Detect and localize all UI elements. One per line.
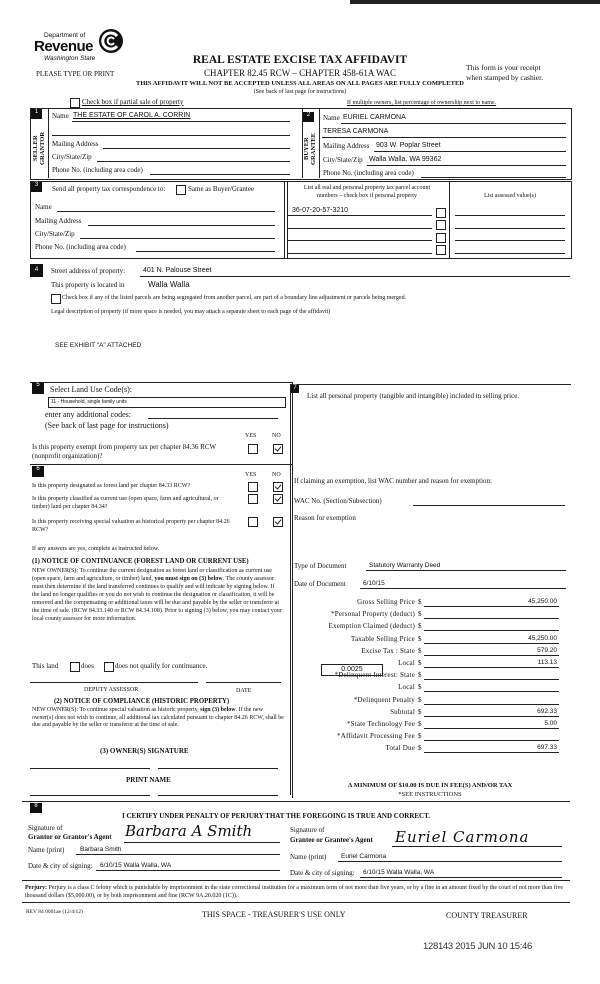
grantor-name-label: Name (print)	[28, 846, 65, 854]
exempt-yes-header: YES	[245, 433, 257, 439]
buyer-name-field[interactable]: EURIEL CARMONA	[343, 114, 406, 121]
segregated-checkbox[interactable]	[51, 294, 61, 304]
amount-value[interactable]: 692.33	[537, 707, 557, 715]
doc-type-field[interactable]: Statutory Warranty Deed	[369, 562, 441, 569]
perjury-notice	[25, 884, 570, 900]
seller-name-field[interactable]: THE ESTATE OF CAROL A. CORRIN	[73, 112, 191, 119]
amount-line	[424, 679, 559, 680]
historic-yes-checkbox[interactable]	[248, 517, 258, 527]
scan-edge-bar	[350, 0, 600, 4]
buyer-city-line	[367, 165, 566, 166]
current-use-yes-checkbox[interactable]	[248, 494, 258, 504]
legal-description-label: Legal description of property (if more space is needed, you may attach a separate sheet to each page of the affidavit)	[51, 309, 331, 315]
corr-city-label: City/State/Zip	[35, 230, 75, 238]
currency-symbol: $	[418, 732, 422, 741]
amount-label: Gross Selling Price	[357, 598, 415, 606]
assessed-value-4[interactable]	[455, 253, 565, 254]
see-instructions-note: *SEE INSTRUCTIONS	[398, 791, 462, 798]
corr-mailing-label: Mailing Address	[35, 217, 82, 225]
corr-name-label: Name	[35, 203, 52, 211]
exempt-question: Is this property exempt from property tax per chapter 84.36 RCW (nonprofit organization)?	[32, 443, 216, 460]
seller-label: SELLER	[32, 135, 39, 161]
amount-label: *Delinquent Interest: State	[334, 671, 415, 680]
grantee-date-field[interactable]: 6/10/15 Walla Walla, WA	[363, 869, 435, 876]
amount-label: Local	[398, 683, 415, 692]
currency-symbol: $	[418, 707, 422, 716]
grantee-sig-label1: Signature of	[290, 826, 325, 834]
doc-date-field[interactable]: 6/10/15	[363, 580, 385, 587]
amount-value[interactable]: 113.13	[537, 659, 557, 666]
notice-continuance-text	[32, 567, 282, 623]
amount-line	[424, 740, 559, 741]
currency-symbol: $	[418, 744, 422, 753]
parcel-personal-checkbox-4[interactable]	[436, 245, 446, 255]
owner-signature-line[interactable]	[30, 768, 150, 769]
buyer-city-field[interactable]: Walla Walla, WA 99362	[369, 156, 442, 163]
correspondence-label: Send all property tax correspondence to:	[52, 185, 166, 193]
amount-line	[424, 667, 559, 668]
section-6-number: 6	[32, 466, 44, 477]
perjury-top-line	[22, 880, 570, 881]
exempt-no-header: NO	[272, 433, 281, 439]
seller-divider	[48, 108, 49, 178]
parcels-header	[286, 184, 448, 200]
grantee-sig-label2: Grantee or Grantee's Agent	[290, 836, 373, 844]
parcels-header-line2: numbers – check box if personal property	[317, 193, 417, 199]
parcel-personal-checkbox-3[interactable]	[436, 233, 446, 243]
amount-label: Subtotal	[390, 707, 415, 716]
assessor-date-label: DATE	[236, 688, 252, 694]
parcel-line-1	[288, 215, 432, 216]
s6-no-header: NO	[272, 472, 281, 478]
section-3-number: 3	[31, 182, 42, 192]
s6-yes-header: YES	[245, 472, 257, 478]
located-in-value[interactable]: Walla Walla	[148, 280, 190, 289]
seller-city-label: City/State/Zip	[52, 153, 92, 161]
grantor-signature[interactable]: Barbara A Smith	[125, 822, 253, 840]
form-title: REAL ESTATE EXCISE TAX AFFIDAVIT	[192, 54, 408, 66]
buyer-phone-label: Phone No. (including area code)	[323, 169, 414, 177]
print-name-line[interactable]	[30, 795, 150, 796]
seller-mailing-field[interactable]	[103, 148, 290, 149]
land-use-label: Select Land Use Code(s):	[50, 385, 132, 394]
seller-name-line	[72, 121, 290, 122]
parcel-personal-checkbox-1[interactable]	[436, 208, 446, 218]
forest-question: Is this property designated as forest land per chapter 84.33 RCW?	[32, 483, 191, 489]
grantee-date-line	[360, 877, 562, 878]
street-address-line	[140, 276, 570, 277]
local-rate-field[interactable]: 0.0025	[321, 664, 383, 676]
logo-line3: Washington State	[44, 55, 96, 62]
print-name-label: PRINT NAME	[126, 776, 171, 784]
buyer-name2-field[interactable]: TERESA CARMONA	[323, 128, 389, 135]
currency-symbol: $	[418, 634, 422, 643]
seller-name2-line[interactable]	[52, 135, 290, 136]
forest-yes-checkbox[interactable]	[248, 482, 258, 492]
grantee-signature-line	[392, 846, 562, 847]
amount-label: Exemption Claimed (deduct)	[328, 622, 415, 631]
personal-property-label: List all personal property (tangible and intangible) included in selling price.	[307, 392, 520, 400]
treasurer-use-label: THIS SPACE - TREASURER'S USE ONLY	[202, 910, 346, 919]
footer-line	[22, 902, 570, 903]
notice2-text-b: . If the new owner(s) does not wish to continue, all additional tax calculated pursuant to chapter 84.26 RCW, shall be due and payable by the seller or transferor at the time of sale.	[32, 707, 284, 728]
corr-mailing-field[interactable]	[88, 225, 275, 226]
doc-date-line	[360, 588, 566, 589]
notice-compliance-text	[32, 707, 284, 730]
assessed-value-3[interactable]	[455, 240, 565, 241]
parcel-personal-checkbox-2[interactable]	[436, 220, 446, 230]
currency-symbol: $	[418, 720, 422, 728]
form-chapter: CHAPTER 82.45 RCW – CHAPTER 458-61A WAC	[204, 68, 396, 78]
grantee-signature[interactable]: Euriel Carmona	[395, 828, 530, 846]
grantor-name-line	[76, 854, 280, 855]
partial-sale-checkbox[interactable]	[70, 98, 80, 108]
grantee-label: GRANTEE	[310, 132, 317, 166]
certify-statement: I CERTIFY UNDER PENALTY OF PERJURY THAT THE FOREGOING IS TRUE AND CORRECT.	[122, 812, 431, 820]
amount-label: *Affidavit Processing Fee	[337, 732, 415, 741]
amount-line	[424, 691, 559, 692]
exempt-no-checkbox[interactable]	[273, 444, 283, 454]
currency-symbol: $	[418, 671, 422, 680]
buyer-mailing-label: Mailing Address	[323, 142, 370, 150]
exemption-reason-label: Reason for exemption	[294, 514, 356, 522]
buyer-phone-field[interactable]	[421, 177, 566, 178]
buyer-divider	[319, 108, 320, 178]
amount-line	[424, 704, 559, 705]
forest-no-checkbox[interactable]	[273, 482, 283, 492]
owner-signature-label: (3) OWNER(S) SIGNATURE	[100, 747, 189, 755]
amount-line	[424, 643, 559, 644]
buyer-name2-line	[322, 137, 566, 138]
legal-description-value[interactable]: SEE EXHIBIT "A" ATTACHED	[55, 342, 142, 349]
amount-label: *Delinquent Penalty	[353, 695, 415, 704]
grantee-name-field[interactable]: Euriel Carmona	[341, 853, 387, 860]
notice1-text-b: . The county assessor must then determine if the land transferred continues to qualify and will indicate by signing below. If the land no longer qualifies or you do not wish to continue the designation or classification, it will be removed and the compensating or additional taxes will be due and payable by the seller or transferor at the time of sale. (RCW 84.33.140 or RCW 84.34.108). Prior to signing (3) below, you may contact your local county assessor for more information.	[32, 576, 282, 622]
wac-number-label: WAC No. (Section/Subsection)	[294, 497, 382, 505]
land-use-select[interactable]: 11 - Household, single family units	[48, 397, 286, 408]
assessed-value-2[interactable]	[455, 228, 565, 229]
wac-number-field[interactable]	[413, 505, 565, 506]
cashier-stamp: 128143 2015 JUN 10 15:46	[423, 941, 533, 952]
corr-phone-field[interactable]	[136, 251, 275, 252]
historic-question: Is this property receiving special valuation as historical property per chapter 84.26 RCW?	[32, 519, 230, 533]
notice1-text-a: NEW OWNER(S): To continue the current designation as forest land or classification as current use (open space, farm and agriculture, or timber) land,	[32, 568, 272, 582]
street-address-label: Street address of property:	[51, 267, 126, 275]
amount-label: Local	[398, 659, 415, 667]
seller-phone-field[interactable]	[150, 174, 290, 175]
perjury-text: Perjury is a class C felony which is punishable by imprisonment in the state correctional institution for a maximum term of not more than five years, or by a fine in an amount fixed by the court of not more than five thousand dollars ($5,000.00), or by both imprisonment and fine (RCW 9A.20.020 (1C)).	[25, 885, 564, 899]
logo-line1: Department of	[44, 32, 86, 39]
located-in-label: This property is located in	[51, 281, 125, 289]
grantor-name-field[interactable]: Barbara Smith	[80, 846, 122, 853]
seller-side-label	[32, 122, 46, 174]
county-treasurer-label: COUNTY TREASURER	[446, 911, 528, 920]
additional-codes-field[interactable]	[148, 418, 278, 419]
amount-line	[424, 728, 559, 729]
deputy-assessor-line[interactable]	[30, 682, 198, 683]
amount-label: *Personal Property (deduct)	[331, 610, 415, 619]
amount-value[interactable]: 45,250.00	[528, 634, 557, 642]
amount-label: *State Technology Fee	[346, 720, 415, 728]
section-5-number: 5	[32, 382, 44, 394]
seller-city-field[interactable]	[97, 161, 290, 162]
grantor-date-field[interactable]: 6/10/15 Walla Walla, WA	[100, 862, 172, 869]
parcel-number-4[interactable]	[288, 253, 432, 254]
this-land-label: This land	[32, 662, 59, 670]
currency-symbol: $	[418, 646, 422, 655]
buyer-city-label: City/State/Zip	[323, 156, 363, 164]
amount-value[interactable]: 45,250.00	[528, 598, 557, 605]
perjury-bold: Perjury:	[25, 885, 47, 891]
deputy-assessor-label: DEPUTY ASSESSOR	[84, 687, 139, 693]
segregated-label: Check box if any of the listed parcels are being segregated from another parcel, are part of a boundary line adjustment or parcels being merged.	[62, 295, 407, 301]
parcel-number-1[interactable]: 36-07-20-57-3210	[292, 207, 349, 214]
section-8-number: 8	[30, 803, 42, 813]
form-warning: THIS AFFIDAVIT WILL NOT BE ACCEPTED UNLESS ALL AREAS ON ALL PAGES ARE FULLY COMPLETED	[136, 80, 464, 87]
form-id: REV 84 0001ae (12/4/12)	[26, 909, 83, 915]
street-address-field[interactable]: 401 N. Palouse Street	[143, 267, 212, 274]
section-4-number: 4	[30, 264, 43, 277]
grantor-sig-label2: Grantor or Grantor's Agent	[28, 833, 112, 841]
buyer-mailing-field[interactable]: 903 W. Poplar Street	[376, 142, 441, 149]
currency-symbol: $	[418, 610, 422, 619]
seller-mailing-label: Mailing Address	[52, 140, 99, 148]
buyer-side-label	[303, 124, 317, 174]
currency-symbol: $	[418, 659, 422, 667]
parcels-header-line1: List all real and personal property tax parcel account	[303, 185, 431, 191]
section-8-top-line	[22, 801, 570, 802]
corr-city-field[interactable]	[80, 238, 275, 239]
corr-name-field[interactable]	[57, 211, 275, 212]
amount-label: Excise Tax : State	[361, 646, 415, 655]
buyer-name-line	[341, 123, 566, 124]
grantor-sig-label1: Signature of	[28, 824, 63, 832]
if-yes-instruction: If any answers are yes, complete as instructed below.	[32, 546, 160, 552]
buyer-name-label: Name	[323, 114, 340, 122]
historic-no-checkbox[interactable]	[273, 517, 283, 527]
amount-value[interactable]: 5.00	[544, 720, 557, 727]
notice2-text-a: NEW OWNER(S): To continue special valuation as historic property,	[32, 707, 199, 713]
grantor-date-label: Date & city of signing:	[28, 862, 93, 870]
currency-symbol: $	[418, 622, 422, 631]
amount-line	[424, 752, 559, 753]
buyer-label: BUYER	[303, 137, 310, 161]
amount-line	[424, 618, 559, 619]
land-does-label: does	[81, 662, 94, 670]
please-type-label: PLEASE TYPE OR PRINT	[36, 70, 115, 78]
same-as-buyer-label: Same as Buyer/Grantee	[188, 185, 255, 193]
amount-label: Total Due	[385, 744, 415, 753]
currency-symbol: $	[418, 598, 422, 606]
seller-name-label: Name	[52, 112, 69, 120]
doc-type-line	[366, 570, 566, 571]
land-does-not-label: does not qualify for continuance.	[115, 662, 208, 670]
current-use-question: Is this property classified as current use (open space, farm and agricultural, or timber) land per chapter 84.34?	[32, 496, 219, 510]
section-2-number: 2	[303, 112, 314, 122]
land-does-checkbox[interactable]	[70, 662, 80, 672]
amount-line	[424, 606, 559, 607]
multiple-owners-note: If multiple owners, list percentage of ownership next to name.	[347, 100, 497, 106]
assessor-date-line[interactable]	[206, 682, 281, 683]
corr-phone-label: Phone No. (including area code)	[35, 243, 126, 251]
minimum-due-note: A MINIMUM OF $10.00 IS DUE IN FEE(S) AND/OR TAX	[347, 782, 513, 789]
notice2-bold: sign (3) below	[200, 707, 236, 713]
currency-symbol: $	[418, 683, 422, 692]
assessed-value-1[interactable]	[455, 215, 565, 216]
exemption-claim-label: If claiming an exemption, list WAC number and reason for exemption:	[294, 477, 492, 485]
amount-line	[424, 630, 559, 631]
additional-codes-label: enter any additional codes:	[45, 410, 131, 419]
seller-phone-label: Phone No. (including area code)	[52, 166, 143, 174]
land-use-see-back: (See back of last page for instructions)	[45, 421, 169, 430]
receipt-note-1: This form is your receipt	[466, 63, 541, 72]
amount-line	[424, 716, 559, 717]
amount-line	[424, 655, 559, 656]
assessed-header: List assessed value(s)	[484, 193, 536, 199]
see-back-note: (See back of last page for instructions)	[253, 89, 347, 95]
exempt-yes-checkbox[interactable]	[248, 444, 258, 454]
grantor-label: GRANTOR	[39, 131, 46, 165]
grantee-name-label: Name (print)	[290, 853, 327, 861]
doc-date-label: Date of Document	[294, 580, 346, 588]
amount-value[interactable]: 697.33	[537, 744, 557, 752]
amount-label: Taxable Selling Price	[351, 634, 415, 643]
dor-logo	[32, 26, 142, 68]
section-7-number: 7	[291, 385, 299, 393]
parcel-number-3[interactable]	[288, 240, 432, 241]
owner-signature-line-2[interactable]	[158, 768, 278, 769]
notice1-bold: you must sign on (3) below	[154, 576, 223, 582]
amount-value[interactable]: 579.20	[537, 646, 557, 654]
same-as-buyer-checkbox[interactable]	[176, 185, 186, 195]
print-name-line-2[interactable]	[158, 795, 278, 796]
parcel-number-2[interactable]	[288, 228, 432, 229]
doc-type-label: Type of Document	[294, 562, 347, 570]
partial-sale-label: Check box if partial sale of property	[82, 98, 184, 106]
grantee-date-label: Date & city of signing:	[290, 869, 355, 877]
notice-continuance-title: (1) NOTICE OF CONTINUANCE (FOREST LAND OR CURRENT USE)	[32, 558, 249, 565]
notice-compliance-title: (2) NOTICE OF COMPLIANCE (HISTORIC PROPERTY)	[54, 698, 230, 705]
grantee-name-line	[338, 861, 562, 862]
section-1-number: 1	[31, 109, 42, 119]
revenue-swirl-icon	[98, 28, 124, 54]
grantor-signature-line	[124, 842, 280, 843]
logo-line2: Revenue	[34, 38, 94, 55]
current-use-no-checkbox[interactable]	[273, 494, 283, 504]
buyer-mailing-line	[374, 151, 566, 152]
land-does-not-checkbox[interactable]	[104, 662, 114, 672]
currency-symbol: $	[418, 695, 422, 704]
section-5-6-divider	[30, 464, 292, 465]
receipt-note-2: when stamped by cashier.	[466, 73, 544, 82]
grantor-date-line	[96, 870, 280, 871]
